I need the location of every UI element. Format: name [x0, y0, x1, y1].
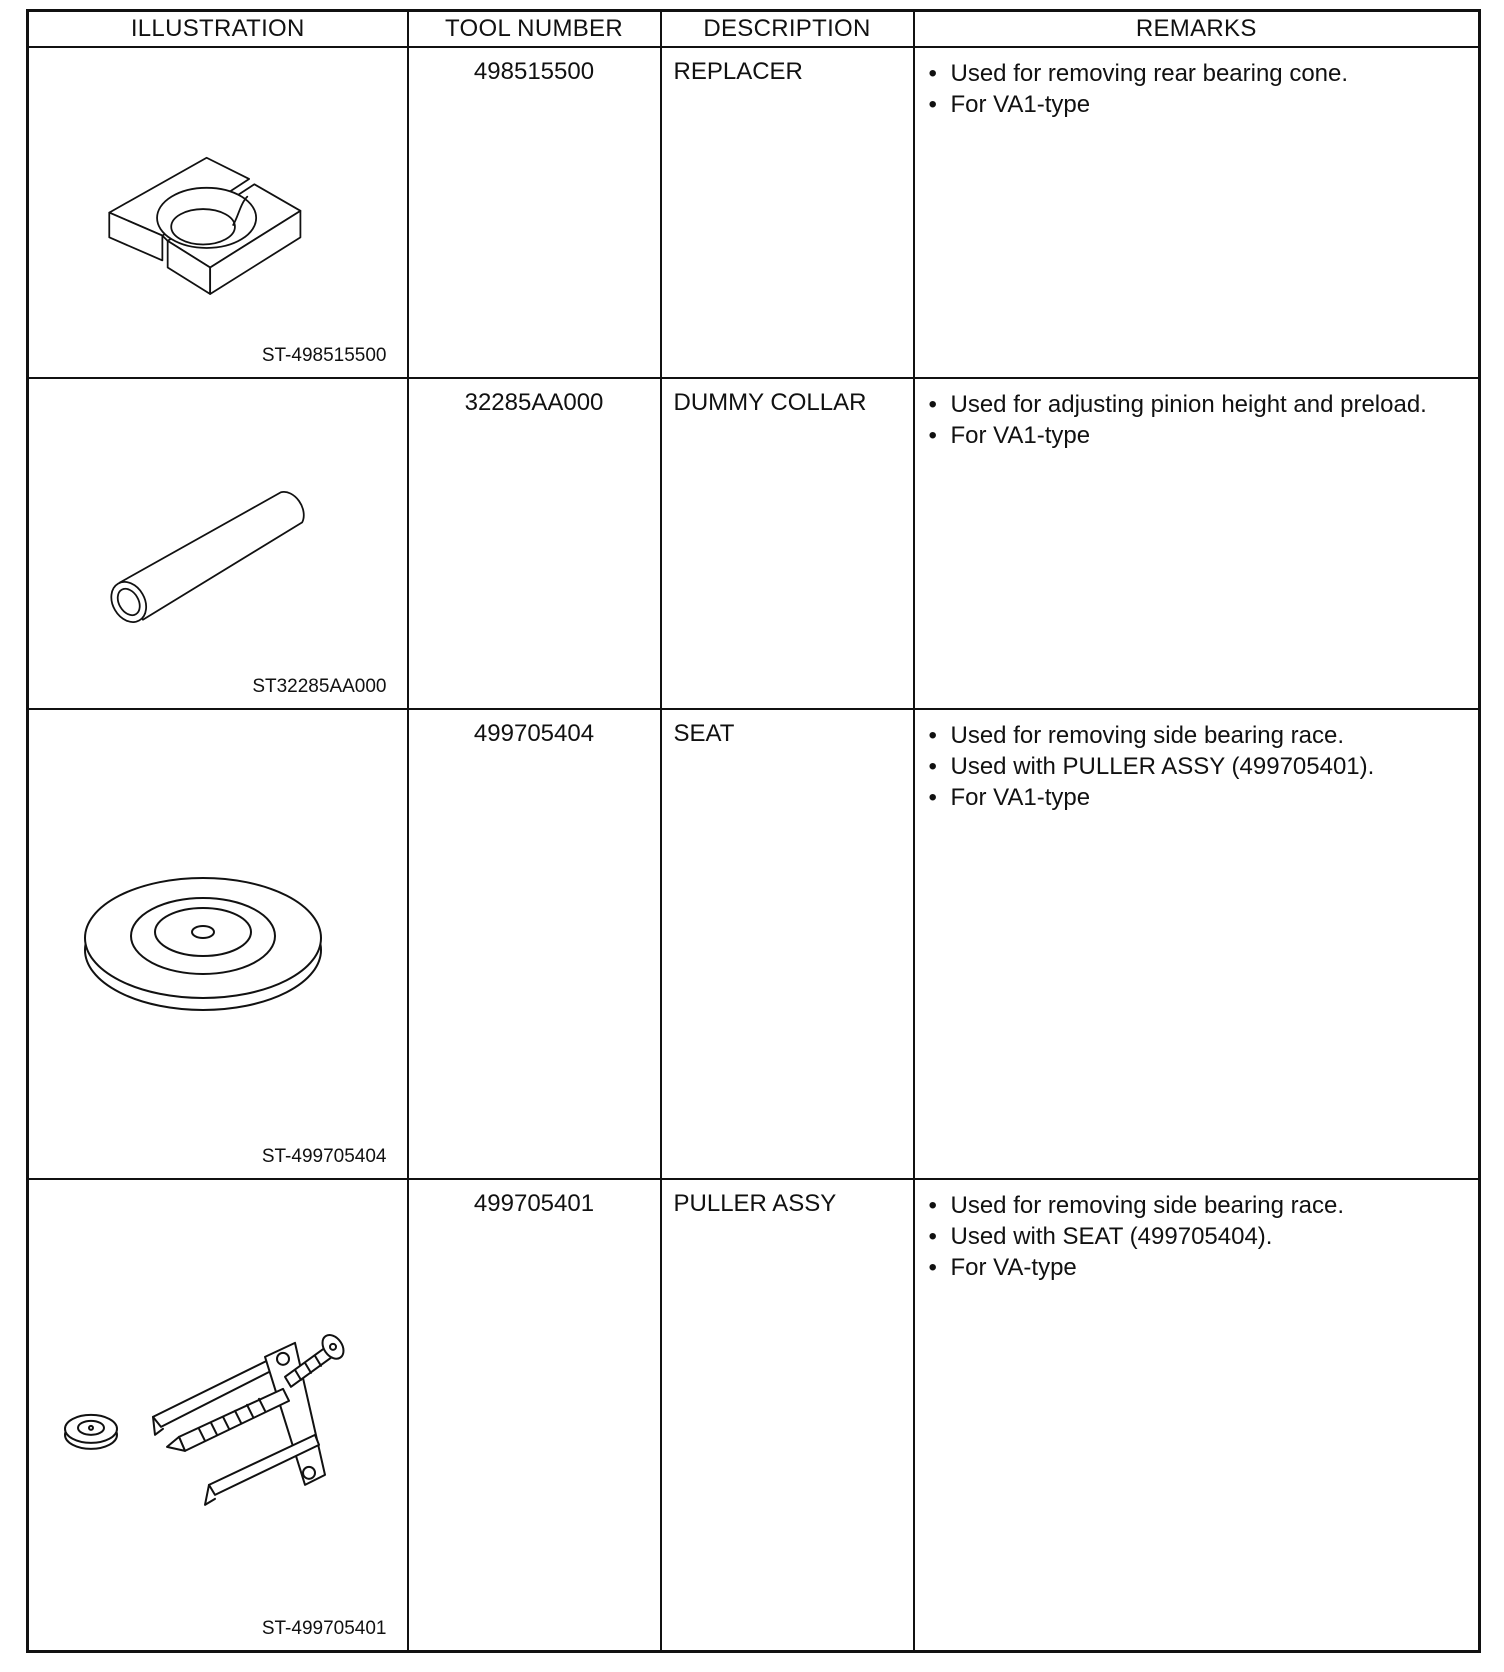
header-remarks: REMARKS: [914, 11, 1480, 48]
remark-item: • For VA-type: [925, 1252, 1479, 1283]
remarks-cell: [914, 47, 1480, 378]
header-description: DESCRIPTION: [661, 11, 914, 48]
remark-item: • Used with SEAT (499705404).: [925, 1221, 1479, 1252]
remark-item: • Used with PULLER ASSY (499705401).: [925, 751, 1479, 782]
remark-item: • For VA1-type: [925, 420, 1479, 451]
special-tools-table: [26, 9, 1481, 1653]
header-row: [28, 11, 1480, 48]
remark-item: • Used for adjusting pinion height and preload.: [925, 389, 1479, 420]
remarks-cell: [914, 378, 1480, 709]
tool-number: 498515500: [408, 47, 661, 378]
illustration-code: ST32285AA000: [252, 676, 387, 698]
remarks-cell: [914, 1179, 1480, 1651]
remark-item: • For VA1-type: [925, 782, 1479, 813]
header-tool-number: TOOL NUMBER: [408, 11, 661, 48]
table-row: [28, 378, 1480, 709]
remark-item: • Used for removing side bearing race.: [925, 720, 1479, 751]
illustration-code: ST-498515500: [261, 345, 387, 367]
remark-item: • For VA1-type: [925, 89, 1479, 120]
replacer-block-icon: [29, 48, 409, 377]
tool-number: 499705404: [408, 709, 661, 1179]
illustration-cell: [28, 47, 408, 378]
seat-disc-icon: [29, 710, 409, 1178]
remark-item: • Used for removing side bearing race.: [925, 1190, 1479, 1221]
illustration-cell: [28, 378, 408, 709]
illustration-cell: [28, 709, 408, 1179]
table-row: [28, 47, 1480, 378]
illustration-cell: [28, 1179, 408, 1651]
tool-description: REPLACER: [661, 47, 914, 378]
tool-number: 499705401: [408, 1179, 661, 1651]
illustration-code: ST-499705404: [261, 1146, 387, 1168]
remarks-cell: [914, 709, 1480, 1179]
tool-description: DUMMY COLLAR: [661, 378, 914, 709]
header-illustration: ILLUSTRATION: [28, 11, 408, 48]
puller-assy-icon: [29, 1180, 409, 1650]
tool-description: SEAT: [661, 709, 914, 1179]
illustration-code: ST-499705401: [261, 1618, 387, 1639]
dummy-collar-tube-icon: [29, 379, 409, 708]
table-row: [28, 709, 1480, 1179]
tool-number: 32285AA000: [408, 378, 661, 709]
table-row: [28, 1179, 1480, 1651]
tool-description: PULLER ASSY: [661, 1179, 914, 1651]
remark-item: • Used for removing rear bearing cone.: [925, 58, 1479, 89]
